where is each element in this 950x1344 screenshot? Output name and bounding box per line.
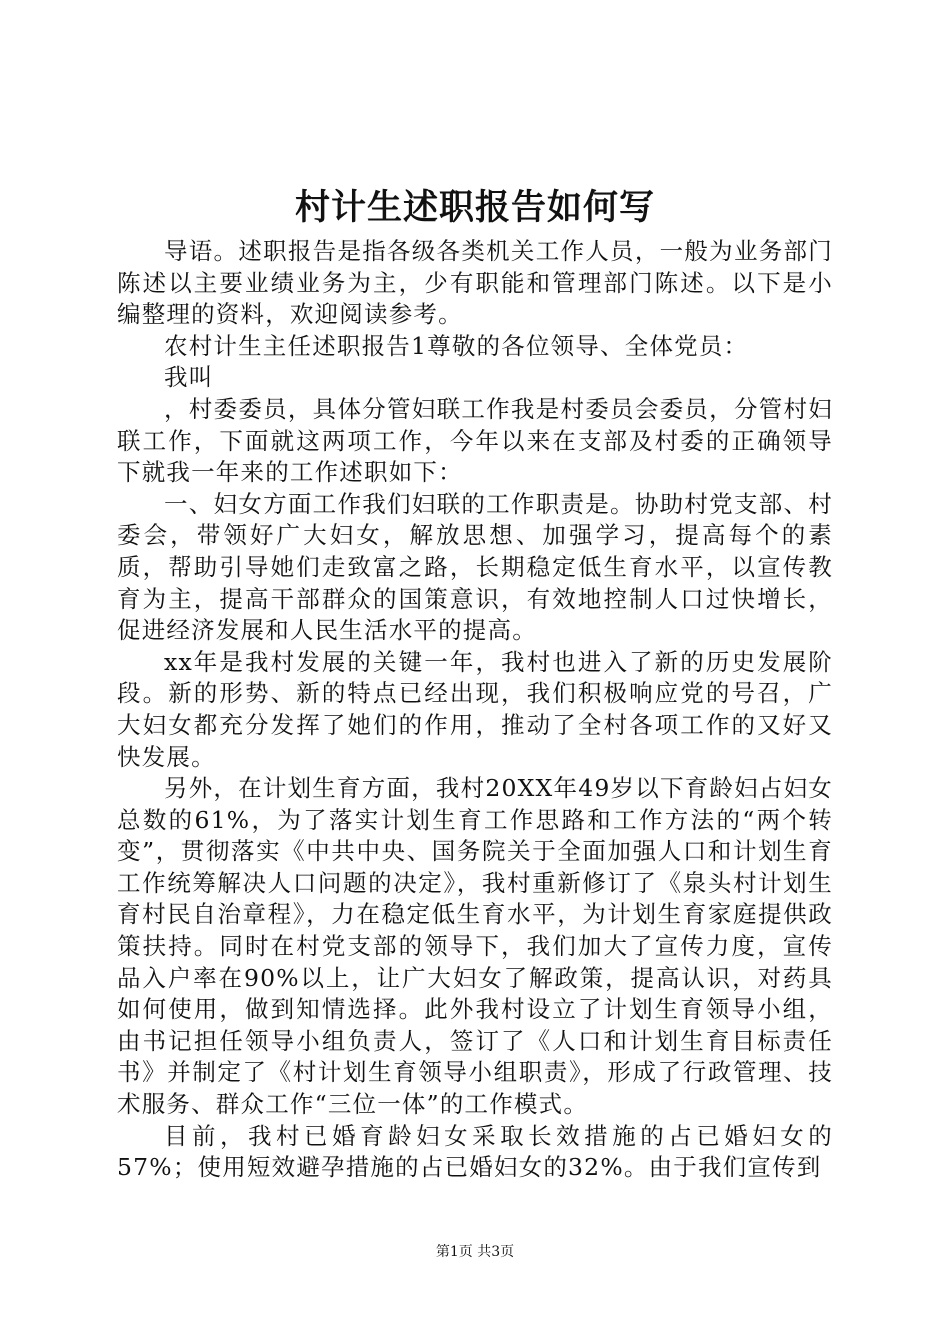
paragraph-women-work: 一、妇女方面工作我们妇联的工作职责是。协助村党支部、村委会，带领好广大妇女，解放思想、加强学习，提高每个的素质，帮助引导她们走致富之路，长期稳定低生育水平，以宣传教育为主，提高干部群众的国策意识，有效地控制人口过快增长，促进经济发展和人民生活水平的提高。 <box>117 489 833 645</box>
paragraph-salutation: 农村计生主任述职报告1尊敬的各位领导、全体党员： <box>164 331 749 360</box>
paragraph-year-review: xx年是我村发展的关键一年，我村也进入了新的历史发展阶段。新的形势、新的特点已经出现，我们积极响应党的号召，广大妇女都充分发挥了她们的作用，推动了全村各项工作的又好又快发展。 <box>117 647 833 771</box>
paragraph-current-status: 目前，我村已婚育龄妇女采取长效措施的占已婚妇女的57%；使用短效避孕措施的占已婚妇女的32%。由于我们宣传到 <box>117 1121 833 1182</box>
paragraph-intro: 导语。述职报告是指各级各类机关工作人员，一般为业务部门陈述以主要业绩业务为主，少有职能和管理部门陈述。以下是小编整理的资料，欢迎阅读参考。 <box>117 237 833 329</box>
paragraph-role: ，村委委员，具体分管妇联工作我是村委员会委员，分管村妇联工作，下面就这两项工作，今年以来在支部及村委的正确领导下就我一年来的工作述职如下： <box>117 394 833 487</box>
page-footer: 第1页 共3页 <box>435 1244 515 1260</box>
document-body <box>117 236 833 1184</box>
document-title: 村计生述职报告如何写 <box>294 187 655 228</box>
paragraph-name-line: 我叫 <box>164 363 214 392</box>
paragraph-family-planning: 另外，在计划生育方面，我村20XX年49岁以下育龄妇占妇女总数的61%，为了落实计划生育工作思路和工作方法的“两个转变”，贯彻落实《中共中央、国务院关于全面加强人口和计划生育工作统筹解决人口问题的决定》，我村重新修订了《泉头村计划生育村民自治章程》，力在稳定低生育水平，为计划生育家庭提供政策扶持。同时在村党支部的领导下，我们加大了宣传力度，宣传品入户率在90%以上，让广大妇女了解政策，提高认识，对药具如何使用，做到知情选择。此外我村设立了计划生育领导小组，由书记担任领导小组负责人，签订了《人口和计划生育目标责任书》并制定了《村计划生育领导小组职责》，形成了行政管理、技术服务、群众工作“三位一体”的工作模式。 <box>117 774 833 1119</box>
